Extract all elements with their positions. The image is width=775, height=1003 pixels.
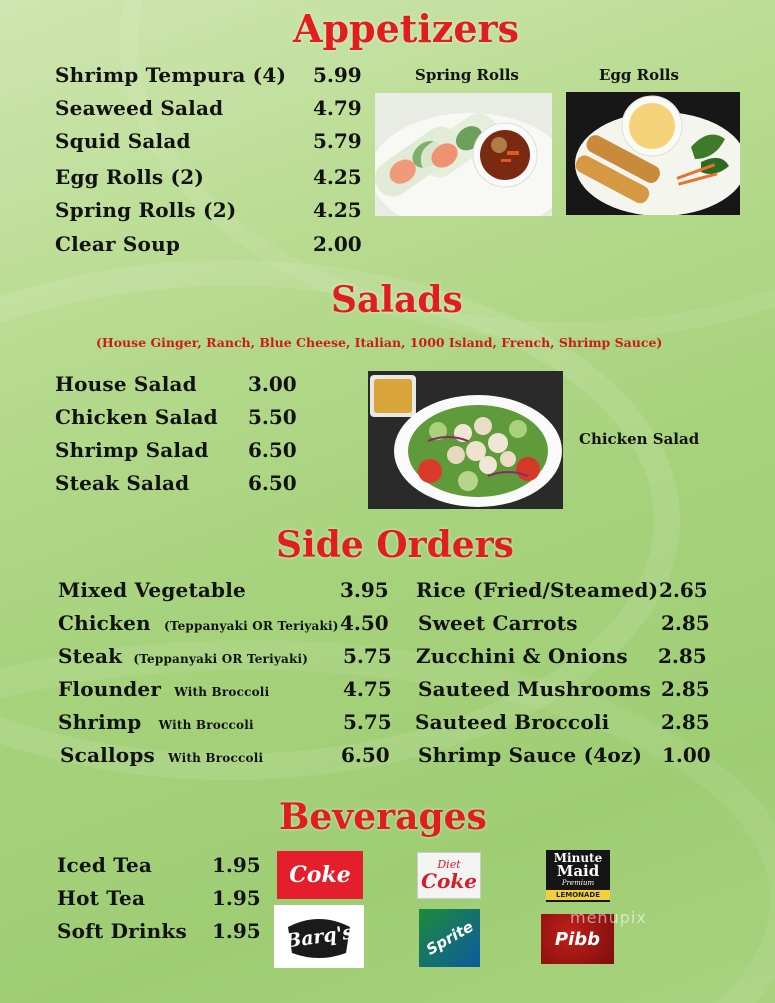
minute-maid-logo: Minute Maid Premium LEMONADE [546,850,610,902]
beverage-price: 1.95 [212,919,261,943]
spring-rolls-photo [375,93,552,216]
side-item-name: Sauteed Broccoli [415,710,610,734]
beverage-name: Soft Drinks [57,919,187,943]
side-item-price: 2.85 [661,611,710,635]
chicken-salad-photo [368,371,563,509]
menu-item-name: Chicken Salad [55,405,218,429]
chicken-salad-caption: Chicken Salad [579,430,700,448]
side-item-name: Steak (Teppanyaki OR Teriyaki) [58,644,309,668]
side-item-note: With Broccoli [174,685,270,699]
side-item-note: (Teppanyaki OR Teriyaki) [133,652,309,666]
side-item-price: 3.95 [340,578,389,602]
side-item-price: 1.00 [662,743,711,767]
side-item-price: 6.50 [341,743,390,767]
side-item-price: 5.75 [343,710,392,734]
side-item-name: Zucchini & Onions [416,644,628,668]
side-item-name: Shrimp Sauce (4oz) [418,743,643,767]
menu-item-name: Shrimp Tempura (4) [55,63,287,87]
side-item-note: (Teppanyaki OR Teriyaki) [163,619,339,633]
appetizers-heading: Appetizers [293,6,519,51]
side-item-price: 4.75 [343,677,392,701]
side-item-name: Flounder With Broccoli [58,677,270,701]
menupix-watermark: menupix [570,908,647,927]
menu-item-price: 4.79 [313,96,362,120]
menu-item-name: Steak Salad [55,471,190,495]
menu-item-price: 5.99 [313,63,362,87]
side-item-price: 2.85 [658,644,707,668]
side-item-name: Chicken (Teppanyaki OR Teriyaki) [58,611,339,635]
menu-item-price: 4.25 [313,198,362,222]
side-item-note: With Broccoli [168,751,264,765]
menu-item-price: 4.25 [313,165,362,189]
menu-item-name: Shrimp Salad [55,438,209,462]
menu-item-name: Squid Salad [55,129,191,153]
menu-item-name: Egg Rolls (2) [55,165,204,189]
side-item-name: Scallops With Broccoli [60,743,264,767]
diet-coke-logo: Diet Coke [417,852,481,899]
menu-item-price: 5.50 [248,405,297,429]
side-item-name: Mixed Vegetable [58,578,246,602]
barqs-logo: Barq's [274,905,364,968]
menu-item-name: Spring Rolls (2) [55,198,237,222]
side-item-price: 2.65 [659,578,708,602]
salads-heading: Salads [331,279,463,321]
menu-item-name: Seaweed Salad [55,96,224,120]
side-item-name: Shrimp With Broccoli [58,710,254,734]
egg-rolls-photo [566,92,740,215]
beverage-name: Iced Tea [57,853,153,877]
side-item-name: Sauteed Mushrooms [418,677,652,701]
spring-rolls-caption: Spring Rolls [415,66,519,84]
side-item-note: With Broccoli [158,718,254,732]
pibb-logo: Pibb [541,914,614,964]
coke-logo: Coke [277,851,363,899]
beverage-price: 1.95 [212,853,261,877]
beverages-heading: Beverages [279,796,487,838]
menu-item-price: 2.00 [313,232,362,256]
side-item-price: 4.50 [340,611,389,635]
menu-item-name: Clear Soup [55,232,181,256]
side-item-name: Sweet Carrots [418,611,578,635]
menu-item-price: 3.00 [248,372,297,396]
menu-item-price: 6.50 [248,471,297,495]
menu-item-name: House Salad [55,372,197,396]
sprite-logo: Sprite [419,909,480,967]
side-item-price: 5.75 [343,644,392,668]
side-orders-heading: Side Orders [276,524,514,566]
salad-dressings-note: (House Ginger, Ranch, Blue Cheese, Italian, 1000 Island, French, Shrimp Sauce) [96,335,663,350]
menu-item-price: 6.50 [248,438,297,462]
side-item-price: 2.85 [661,677,710,701]
egg-rolls-caption: Egg Rolls [599,66,679,84]
beverage-name: Hot Tea [57,886,146,910]
side-item-name: Rice (Fried/Steamed) [416,578,659,602]
beverage-price: 1.95 [212,886,261,910]
side-item-price: 2.85 [661,710,710,734]
menu-item-price: 5.79 [313,129,362,153]
